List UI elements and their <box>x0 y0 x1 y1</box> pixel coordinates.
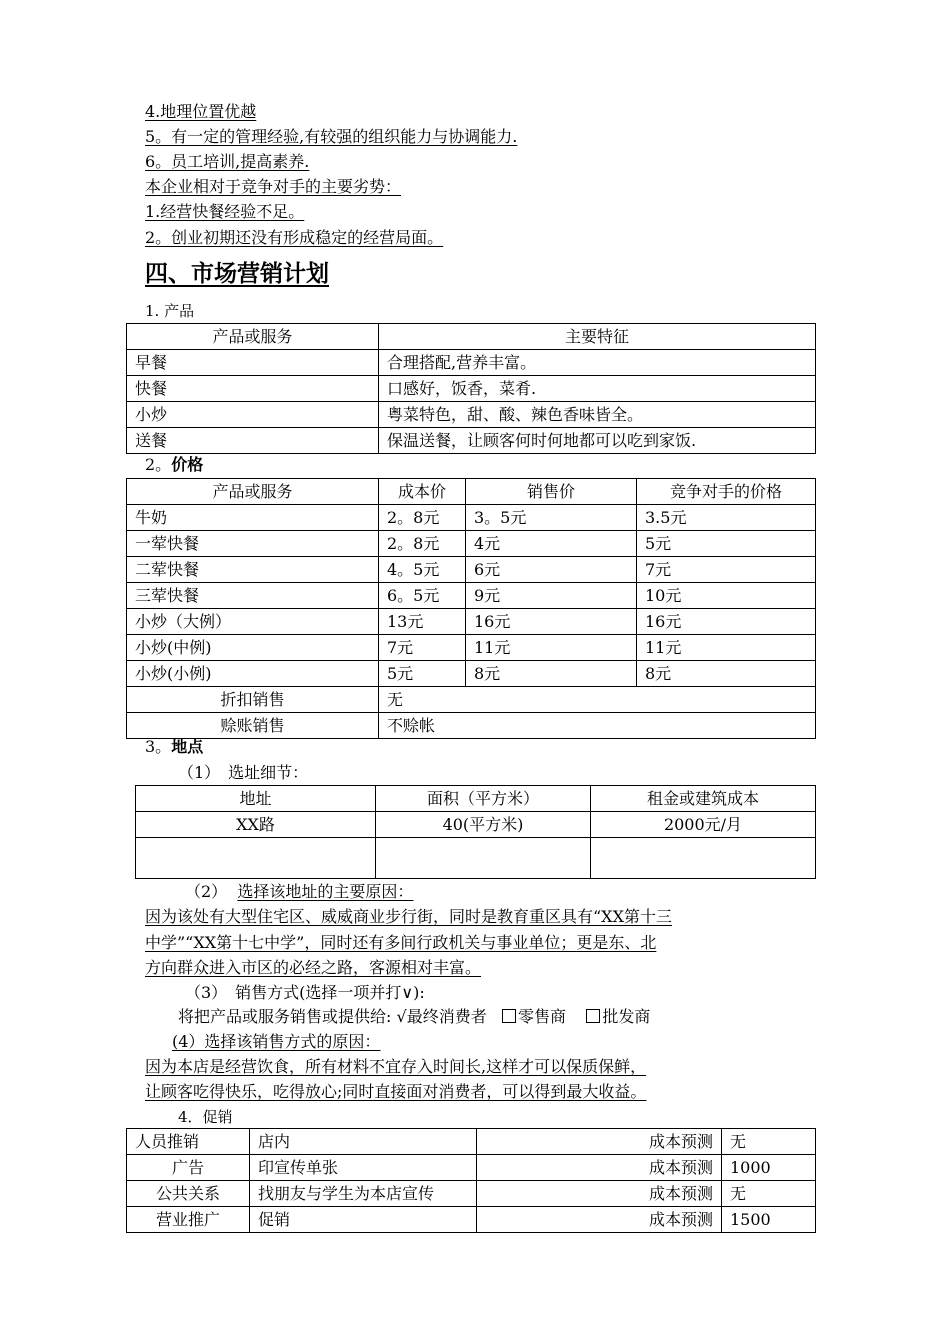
table-row <box>127 505 816 531</box>
table-cell: 成本预测 <box>477 1207 722 1233</box>
place-sub4 <box>172 1031 708 1053</box>
table-cell <box>376 838 591 879</box>
table-cell: 小炒（大例） <box>127 609 379 635</box>
header-cell: 租金或建筑成本 <box>591 786 816 812</box>
table-cell: 成本预测 <box>477 1155 722 1181</box>
table-cell: 口感好，饭香，菜肴. <box>379 376 816 402</box>
place-sub2-num: （2） <box>185 882 228 901</box>
table-cell: 找朋友与学生为本店宣传 <box>250 1181 477 1207</box>
place-sub3: （3） 销售方式(选择一项并打∨): <box>185 983 425 1002</box>
table-cell: 成本预测 <box>477 1129 722 1155</box>
header-cell: 销售价 <box>466 479 637 505</box>
table-cell: 二荤快餐 <box>127 557 379 583</box>
table-cell: 1500 <box>722 1207 816 1233</box>
table-row <box>127 661 816 687</box>
header-cell: 竞争对手的价格 <box>637 479 816 505</box>
option-retailer: 零售商 <box>517 1007 566 1026</box>
table-cell: 粤菜特色，甜、酸、辣色香味皆全。 <box>379 402 816 428</box>
table-cell: 11元 <box>637 635 816 661</box>
table-cell: 8元 <box>466 661 637 687</box>
table-cell: 3。5元 <box>466 505 637 531</box>
table-cell: 三荤快餐 <box>127 583 379 609</box>
table-cell <box>136 838 376 879</box>
table-cell: 6。5元 <box>379 583 466 609</box>
intro-line-2: 5。有一定的管理经验,有较强的组织能力与协调能力. <box>145 127 518 146</box>
checkbox-icon[interactable] <box>502 1009 516 1023</box>
option-wholesaler: 批发商 <box>602 1007 651 1026</box>
table-cell: 无 <box>379 687 816 713</box>
option-final-consumer[interactable]: √最终消费者 <box>396 1007 487 1026</box>
table-cell: 13元 <box>379 609 466 635</box>
table-cell: 小炒 <box>127 402 379 428</box>
table-cell: 早餐 <box>127 350 379 376</box>
table-cell: 人员推销 <box>127 1129 250 1155</box>
table-cell: 无 <box>722 1129 816 1155</box>
place-sub2 <box>185 881 413 903</box>
table-cell: 2。8元 <box>379 531 466 557</box>
table-row <box>127 1155 816 1181</box>
table-cell: 成本预测 <box>477 1181 722 1207</box>
table-cell: 送餐 <box>127 428 379 454</box>
place-sub1: （1） 选址细节： <box>178 763 309 782</box>
place-heading <box>145 736 203 758</box>
table-cell: 保温送餐，让顾客何时何地都可以吃到家饭. <box>379 428 816 454</box>
table-cell: 5元 <box>637 531 816 557</box>
table-cell: 合理搭配,营养丰富。 <box>379 350 816 376</box>
table-cell: XX路 <box>136 812 376 838</box>
table-cell: 折扣销售 <box>127 687 379 713</box>
table-cell: 小炒(小例) <box>127 661 379 687</box>
table-cell: 赊账销售 <box>127 713 379 739</box>
reason-line-3: 方向群众进入市区的必经之路，客源相对丰富。 <box>145 958 482 977</box>
table-cell: 3.5元 <box>637 505 816 531</box>
place-sub4-text: (4）选择该销售方式的原因： <box>172 1032 381 1051</box>
table-row-empty <box>136 838 816 879</box>
table-header-row <box>136 786 816 812</box>
table-cell: 40(平方米) <box>376 812 591 838</box>
table-row <box>136 812 816 838</box>
header-cell: 成本价 <box>379 479 466 505</box>
table-row <box>127 1181 816 1207</box>
table-row <box>127 583 816 609</box>
table-row <box>127 402 816 428</box>
table-cell: 促销 <box>250 1207 477 1233</box>
table-cell: 7元 <box>379 635 466 661</box>
table-cell: 1000 <box>722 1155 816 1181</box>
table-cell: 快餐 <box>127 376 379 402</box>
table-cell: 16元 <box>637 609 816 635</box>
table-cell: 小炒(中例) <box>127 635 379 661</box>
table-cell: 2。8元 <box>379 505 466 531</box>
table-cell: 7元 <box>637 557 816 583</box>
table-cell: 6元 <box>466 557 637 583</box>
place-sub2-text: 选择该地址的主要原因： <box>237 882 414 901</box>
table-cell: 8元 <box>637 661 816 687</box>
table-row <box>127 376 816 402</box>
table-cell: 2000元/月 <box>591 812 816 838</box>
reason-line-1: 因为该处有大型住宅区、威威商业步行街，同时是教育重区具有“XX第十三 <box>145 907 672 926</box>
header-cell: 产品或服务 <box>127 479 379 505</box>
table-cell: 16元 <box>466 609 637 635</box>
table-cell: 11元 <box>466 635 637 661</box>
price-heading-text: 价格 <box>171 455 204 474</box>
table-cell: 10元 <box>637 583 816 609</box>
place-heading-text: 地点 <box>171 737 204 756</box>
product-table <box>126 323 816 454</box>
intro-line-4: 本企业相对于竞争对手的主要劣势： <box>145 177 402 196</box>
table-cell <box>591 838 816 879</box>
table-cell: 印宣传单张 <box>250 1155 477 1181</box>
sub4-line-1: 因为本店是经营饮食，所有材料不宜存入时间长,这样才可以保质保鲜， <box>145 1057 647 1076</box>
section-title: 四、市场营销计划 <box>145 261 329 287</box>
table-row <box>127 428 816 454</box>
sales-method-prefix: 将把产品或服务销售或提供给: <box>178 1007 392 1026</box>
header-cell: 地址 <box>136 786 376 812</box>
place-heading-num: 3。 <box>145 737 172 756</box>
table-cell: 一荤快餐 <box>127 531 379 557</box>
header-cell: 产品或服务 <box>127 324 379 350</box>
table-header-row <box>127 479 816 505</box>
intro-line-1: 4.地理位置优越 <box>145 102 257 121</box>
table-cell: 5元 <box>379 661 466 687</box>
promo-table <box>126 1128 816 1233</box>
table-row <box>127 531 816 557</box>
table-cell: 4元 <box>466 531 637 557</box>
intro-line-5: 1.经营快餐经验不足。 <box>145 202 305 221</box>
table-header-row <box>127 324 816 350</box>
product-heading: 1. 产品 <box>145 302 195 320</box>
table-row <box>127 557 816 583</box>
table-cell: 公共关系 <box>127 1181 250 1207</box>
place-table <box>135 785 816 879</box>
table-cell: 营业推广 <box>127 1207 250 1233</box>
price-table <box>126 478 816 739</box>
intro-line-6: 2。创业初期还没有形成稳定的经营局面。 <box>145 228 444 247</box>
table-row <box>127 713 816 739</box>
sales-method-line <box>178 1006 650 1028</box>
table-row <box>127 1207 816 1233</box>
table-row <box>127 635 816 661</box>
reason-line-2: 中学”“XX第十七中学”，同时还有多间行政机关与事业单位；更是东、北 <box>145 933 657 952</box>
table-cell: 9元 <box>466 583 637 609</box>
intro-line-3: 6。员工培训,提高素养. <box>145 152 310 171</box>
table-cell: 无 <box>722 1181 816 1207</box>
table-cell: 店内 <box>250 1129 477 1155</box>
table-cell: 4。5元 <box>379 557 466 583</box>
table-cell: 不赊帐 <box>379 713 816 739</box>
table-cell: 广告 <box>127 1155 250 1181</box>
price-heading <box>145 454 203 476</box>
table-cell: 牛奶 <box>127 505 379 531</box>
checkbox-icon[interactable] <box>586 1009 600 1023</box>
header-cell: 主要特征 <box>379 324 816 350</box>
price-heading-num: 2。 <box>145 455 172 474</box>
table-row <box>127 609 816 635</box>
sub4-line-2: 让顾客吃得快乐，吃得放心;同时直接面对消费者，可以得到最大收益。 <box>145 1082 647 1101</box>
table-row <box>127 350 816 376</box>
table-row <box>127 1129 816 1155</box>
promo-heading: 4．促销 <box>178 1108 233 1126</box>
header-cell: 面积（平方米） <box>376 786 591 812</box>
table-row <box>127 687 816 713</box>
